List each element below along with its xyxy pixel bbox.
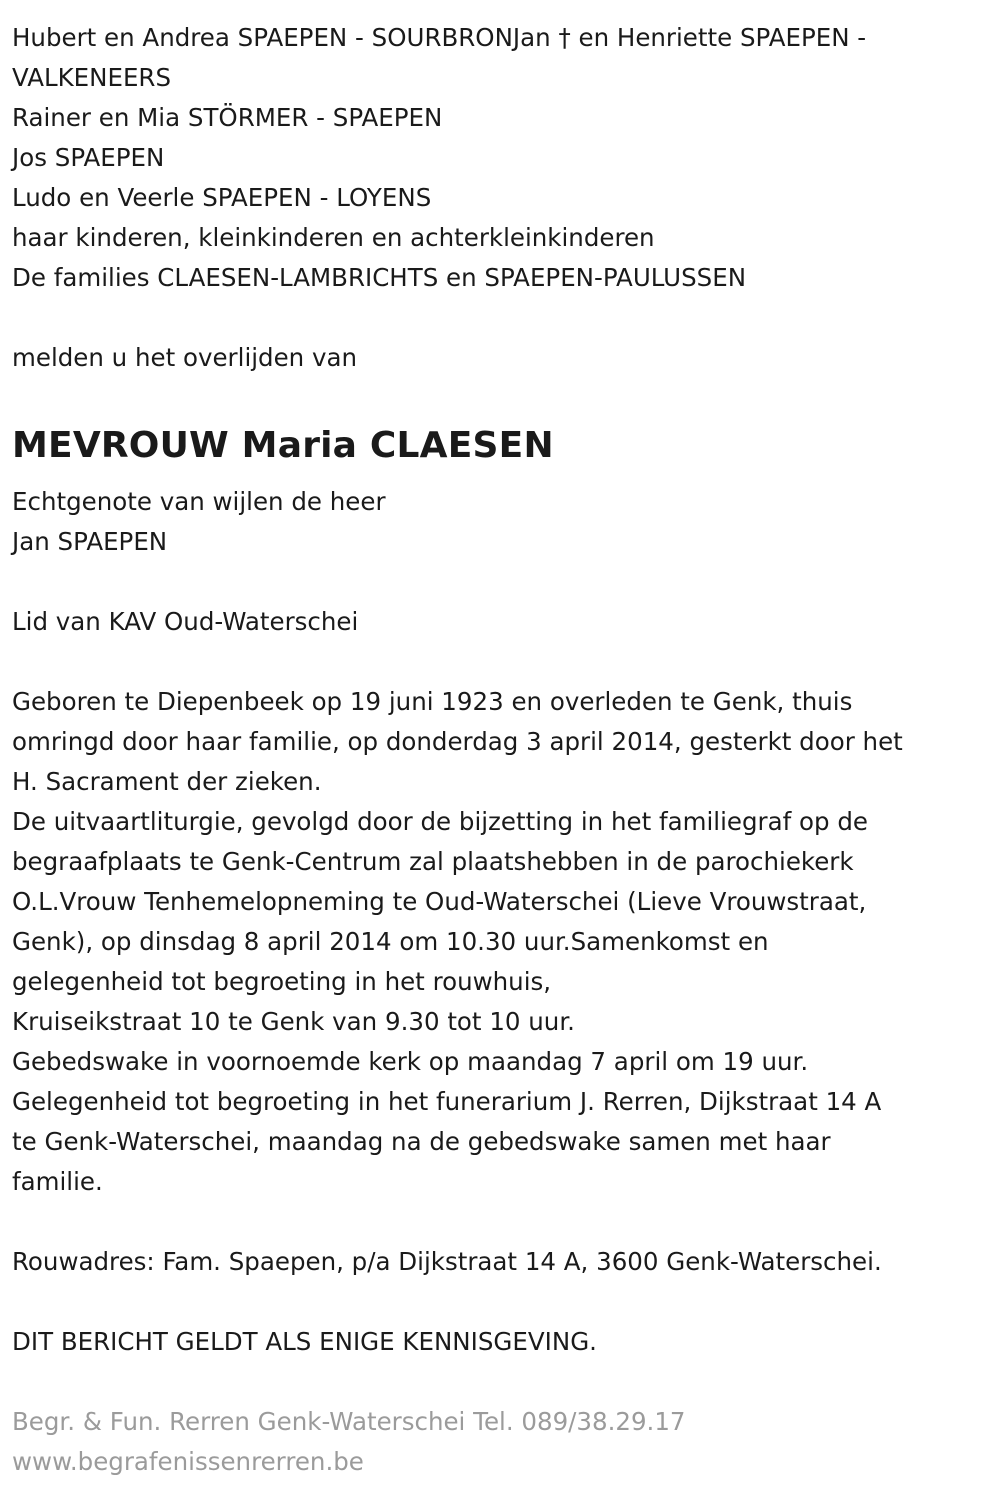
membership-text: Lid van KAV Oud-Waterschei (12, 607, 359, 636)
funeral-home-footer (12, 1402, 988, 1482)
details-line: omringd door haar familie, op donderdag 3 april 2014, gesterkt door het (12, 727, 903, 756)
details-line: Geboren te Diepenbeek op 19 juni 1923 en overleden te Genk, thuis (12, 687, 853, 716)
details-line: De uitvaartliturgie, gevolgd door de bijzetting in het familiegraf op de (12, 807, 868, 836)
details-line: O.L.Vrouw Tenhemelopneming te Oud-Waterschei (Lieve Vrouwstraat, (12, 887, 867, 916)
family-line: VALKENEERS (12, 63, 172, 92)
details-line: Genk), op dinsdag 8 april 2014 om 10.30 uur.Samenkomst en (12, 927, 769, 956)
details-line: H. Sacrament der zieken. (12, 767, 322, 796)
funeral-home-website[interactable]: www.begrafenissenrerren.be (12, 1447, 364, 1476)
deceased-name: MEVROUW Maria CLAESEN (12, 425, 554, 466)
details-line: gelegenheid tot begroeting in het rouwhuis, (12, 967, 552, 996)
details-line: familie. (12, 1167, 103, 1196)
spacer (12, 298, 988, 338)
family-list (12, 18, 988, 298)
details-line: te Genk-Waterschei, maandag na de gebedswake samen met haar (12, 1127, 831, 1156)
spouse-name: Jan SPAEPEN (12, 527, 168, 556)
family-line: De families CLAESEN-LAMBRICHTS en SPAEPEN-PAULUSSEN (12, 263, 747, 292)
details-line: Gelegenheid tot begroeting in het funerarium J. Rerren, Dijkstraat 14 A (12, 1087, 882, 1116)
spacer (12, 562, 988, 602)
family-line: Hubert en Andrea SPAEPEN - SOURBRONJan † en Henriette SPAEPEN - (12, 23, 867, 52)
spacer (12, 1202, 988, 1242)
spouse-line: Echtgenote van wijlen de heer (12, 487, 386, 516)
notice-text: DIT BERICHT GELDT ALS ENIGE KENNISGEVING. (12, 1327, 597, 1356)
details-line: Gebedswake in voornoemde kerk op maandag 7 april om 19 uur. (12, 1047, 809, 1076)
family-line: Jos SPAEPEN (12, 143, 165, 172)
announcement-text: melden u het overlijden van (12, 343, 358, 372)
details-line: begraafplaats te Genk-Centrum zal plaatshebben in de parochiekerk (12, 847, 854, 876)
family-line: haar kinderen, kleinkinderen en achterkleinkinderen (12, 223, 655, 252)
family-line: Rainer en Mia STÖRMER - SPAEPEN (12, 103, 443, 132)
funeral-details (12, 682, 988, 1202)
funeral-home-contact: Begr. & Fun. Rerren Genk-Waterschei Tel. 089/38.29.17 (12, 1407, 686, 1436)
spacer (12, 1362, 988, 1402)
mourning-address: Rouwadres: Fam. Spaepen, p/a Dijkstraat 14 A, 3600 Genk-Waterschei. (12, 1247, 882, 1276)
spacer (12, 1282, 988, 1322)
spacer (12, 642, 988, 682)
family-line: Ludo en Veerle SPAEPEN - LOYENS (12, 183, 432, 212)
spacer (12, 378, 988, 418)
details-line: Kruiseikstraat 10 te Genk van 9.30 tot 10 uur. (12, 1007, 575, 1036)
